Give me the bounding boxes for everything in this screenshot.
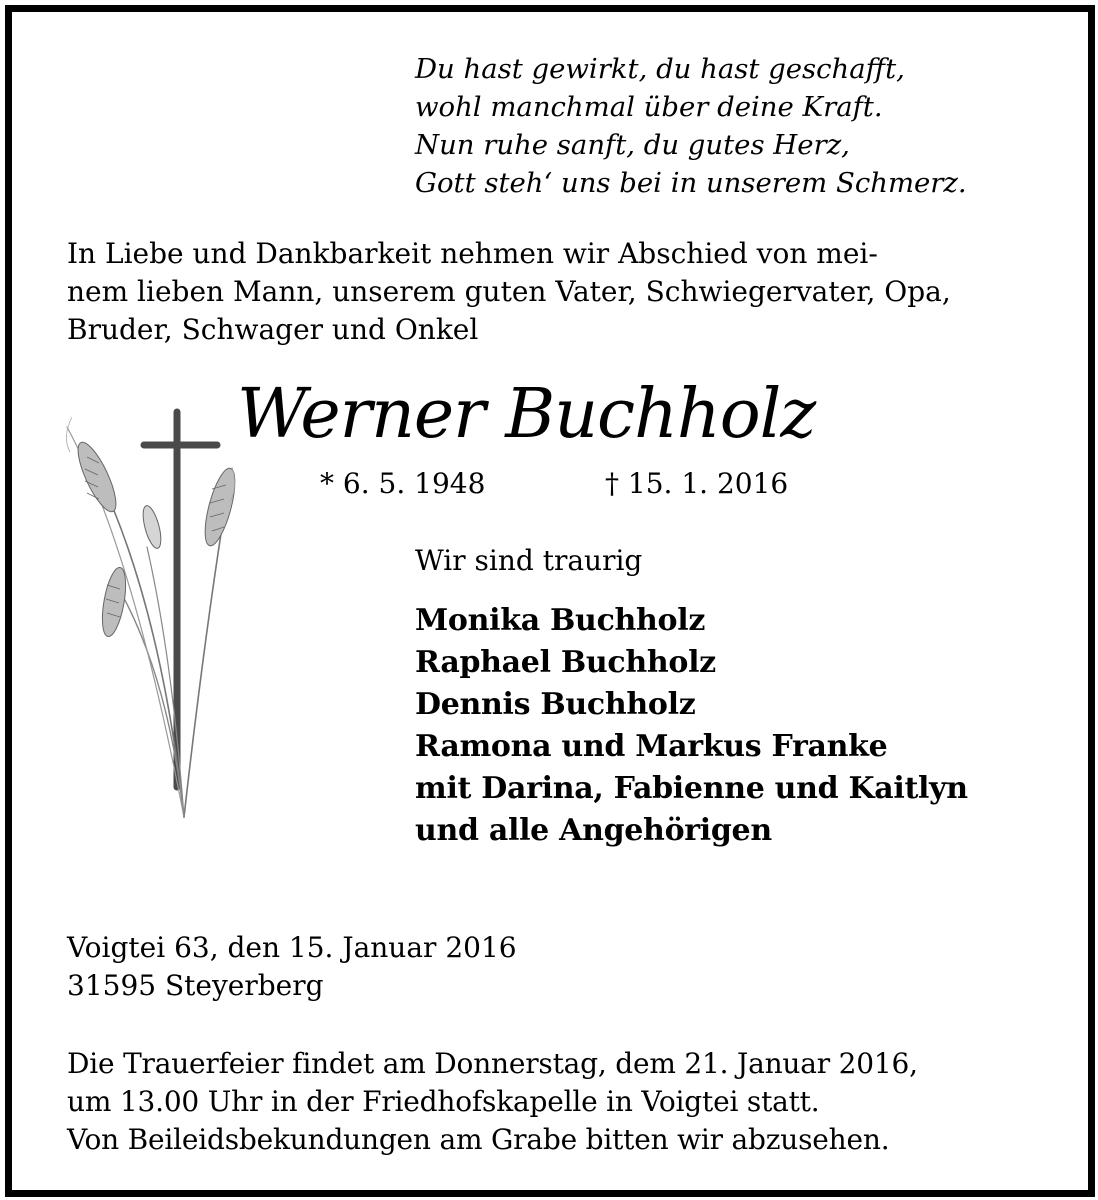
family-member: Dennis Buchholz xyxy=(415,687,696,722)
address-line: Voigtei 63, den 15. Januar 2016 xyxy=(67,931,517,964)
poem-line: Nun ruhe sanft, du gutes Herz, xyxy=(415,129,850,161)
poem-line: Gott steh‘ uns bei in unserem Schmerz. xyxy=(415,167,967,199)
family-member: und alle Angehörigen xyxy=(415,813,772,848)
poem xyxy=(415,50,967,202)
family-member: Raphael Buchholz xyxy=(415,645,716,680)
funeral-notice xyxy=(67,1045,918,1159)
poem-line: wohl manchmal über deine Kraft. xyxy=(415,91,883,123)
family-member: mit Darina, Fabienne und Kaitlyn xyxy=(415,771,968,806)
family-list xyxy=(415,600,968,852)
family-member: Monika Buchholz xyxy=(415,603,706,638)
cross-with-wheat-icon xyxy=(52,407,242,837)
mourning-line: Wir sind traurig xyxy=(415,544,643,577)
family-member: Ramona und Markus Franke xyxy=(415,729,888,764)
intro-line: In Liebe und Dankbarkeit nehmen wir Abschied von mei- xyxy=(67,237,878,270)
intro-line: nem lieben Mann, unserem guten Vater, Schwiegervater, Opa, xyxy=(67,275,951,308)
intro-text xyxy=(67,235,951,349)
funeral-line: Die Trauerfeier findet am Donnerstag, dem 21. Januar 2016, xyxy=(67,1047,918,1080)
obituary-notice xyxy=(5,5,1095,1197)
funeral-line: um 13.00 Uhr in der Friedhofskapelle in Voigtei statt. xyxy=(67,1085,820,1118)
deceased-name: Werner Buchholz xyxy=(237,375,816,454)
birth-date: * 6. 5. 1948 xyxy=(320,467,486,500)
death-date: † 15. 1. 2016 xyxy=(605,467,789,500)
intro-line: Bruder, Schwager und Onkel xyxy=(67,313,479,346)
address-line: 31595 Steyerberg xyxy=(67,969,324,1002)
poem-line: Du hast gewirkt, du hast geschafft, xyxy=(415,53,905,85)
address xyxy=(67,929,517,1005)
funeral-line: Von Beileidsbekundungen am Grabe bitten wir abzusehen. xyxy=(67,1123,890,1156)
